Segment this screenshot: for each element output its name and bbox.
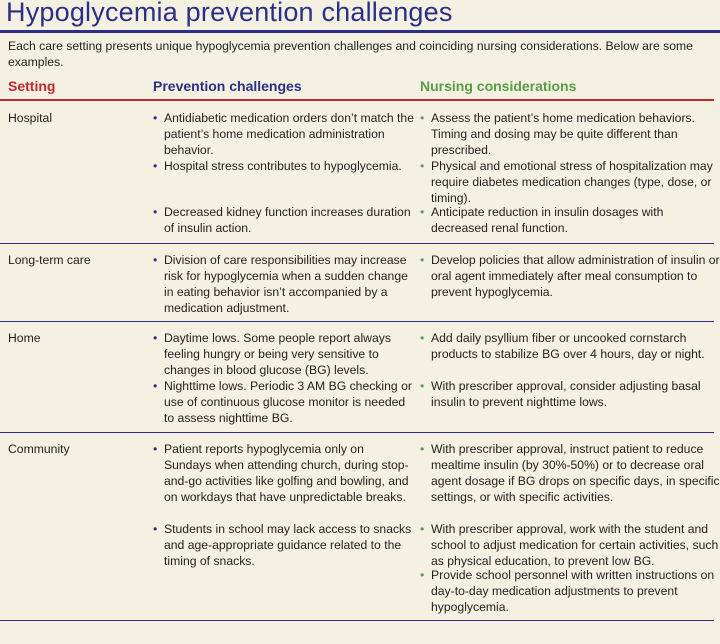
list-item: • Daytime lows. Some people report always feeling hungry or being very sensitive to changes in blood glucose (BG) levels. [153, 330, 414, 378]
list-item: • Students in school may lack access to snacks and age-appropriate guidance related to the timing of snacks. [153, 521, 414, 569]
header-setting: Setting [8, 78, 56, 94]
list-item: • Patient reports hypoglycemia only on Sundays when attending church, during stop-and-go activities like golfing and bowling, and on workdays that have unpredictable breaks. [153, 441, 414, 505]
row-divider [0, 620, 714, 621]
list-item: • Assess the patient’s home medication behaviors. Timing and dosing may be quite different than prescribed. [420, 110, 720, 158]
intro-text: Each care setting presents unique hypoglycemia prevention challenges and coinciding nursing considerations. Below are some examples. [8, 39, 693, 69]
row-divider [0, 243, 714, 244]
list-item: • Decreased kidney function increases duration of insulin action. [153, 204, 414, 236]
list-item: • With prescriber approval, work with the student and school to adjust medication for certain activities, such as physical education, to prevent low BG. [420, 521, 720, 569]
setting-cell: Hospital [8, 111, 53, 125]
list-item: • Nighttime lows. Periodic 3 AM BG checking or use of continuous glucose monitor is needed to assess nighttime BG. [153, 378, 414, 426]
list-item: • With prescriber approval, instruct patient to reduce mealtime insulin (by 30%-50%) or to decrease oral agent dosage if BG drops on specific days, in specific settings, or with specific activities. [420, 441, 720, 505]
row-divider [0, 321, 714, 322]
row-divider [0, 432, 714, 433]
list-item: • With prescriber approval, consider adjusting basal insulin to prevent nighttime lows. [420, 378, 720, 410]
setting-cell: Home [8, 331, 41, 345]
list-item: • Hospital stress contributes to hypoglycemia. [153, 158, 414, 174]
header-divider [0, 99, 714, 101]
title-underline [0, 30, 720, 33]
list-item: • Anticipate reduction in insulin dosages with decreased renal function. [420, 204, 720, 236]
list-item: • Add daily psyllium fiber or uncooked cornstarch products to stabilize BG over 4 hours, day or night. [420, 330, 720, 362]
setting-cell: Long-term care [8, 253, 91, 267]
setting-cell: Community [8, 442, 70, 456]
list-item: • Division of care responsibilities may increase risk for hypoglycemia when a sudden change in eating behavior isn’t accompanied by a medication adjustment. [153, 252, 414, 316]
list-item: • Provide school personnel with written instructions on day-to-day medication adjustments to prevent hypoglycemia. [420, 567, 720, 615]
header-nursing: Nursing considerations [420, 78, 577, 94]
list-item: • Develop policies that allow administration of insulin or oral agent immediately after meal consumption to prevent hypoglycemia. [420, 252, 720, 300]
page-title: Hypoglycemia prevention challenges [6, 0, 453, 27]
list-item: • Antidiabetic medication orders don’t match the patient’s home medication administration behavior. [153, 110, 414, 158]
list-item: • Physical and emotional stress of hospitalization may require diabetes medication changes (type, dose, or timing). [420, 158, 720, 206]
header-prevention: Prevention challenges [153, 78, 302, 94]
